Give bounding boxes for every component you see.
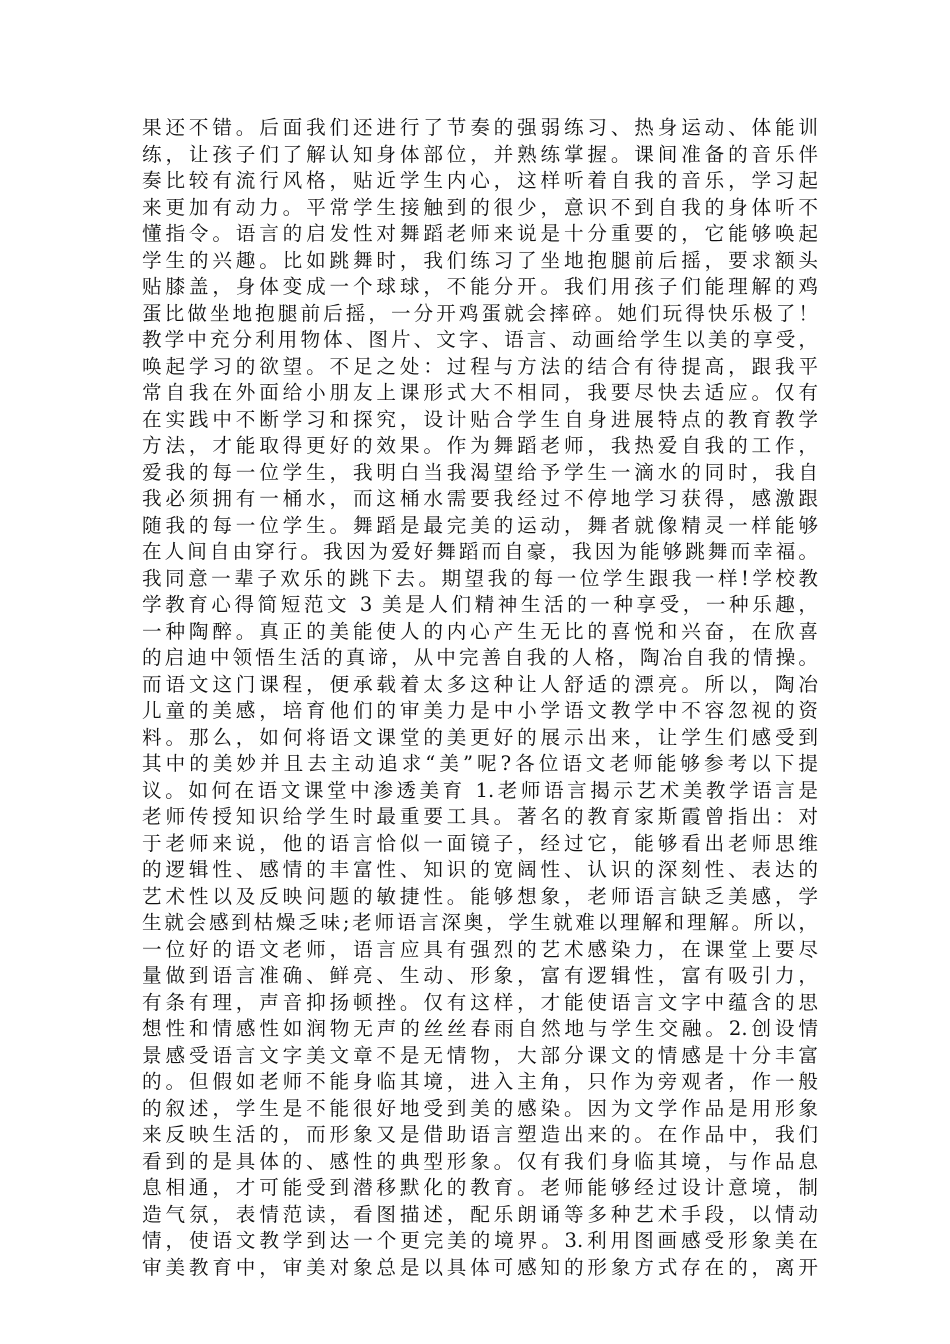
text-line: 懂指令。语言的启发性对舞蹈老师来说是十分重要的，它能够唤起 [142, 222, 818, 245]
text-line: 在实践中不断学习和探究，设计贴合学生自身进展特点的教育教学 [142, 407, 818, 431]
text-line: 练，让孩子们了解认知身体部位，并熟练掌握。课间准备的音乐伴 [142, 142, 818, 166]
text-line: 方法，才能取得更好的效果。作为舞蹈老师，我热爱自我的工作， [142, 434, 818, 457]
text-line: 果还不错。后面我们还进行了节奏的强弱练习、热身运动、体能训 [142, 116, 818, 139]
text-line: 其中的美妙并且去主动追求“美”呢?各位语文老师能够参考以下提 [142, 752, 818, 775]
text-line: 艺术性以及反映问题的敏捷性。能够想象，老师语言缺乏美感，学 [142, 884, 818, 908]
text-line: 而语文这门课程，便承载着太多这种让人舒适的漂亮。所以，陶冶 [142, 672, 818, 696]
text-line: 的启迪中领悟生活的真谛，从中完善自我的人格，陶冶自我的情操。 [142, 646, 818, 669]
text-line: 料。那么，如何将语文课堂的美更好的展示出来，让学生们感受到 [142, 725, 818, 749]
text-line: 蛋比做坐地抱腿前后摇，一分开鸡蛋就会摔碎。她们玩得快乐极了！ [142, 301, 818, 325]
text-line: 息相通，才可能受到潜移默化的教育。老师能够经过设计意境，制 [142, 1176, 818, 1199]
text-line: 我同意一辈子欢乐的跳下去。期望我的每一位学生跟我一样!学校教 [142, 566, 818, 590]
text-line: 常自我在外面给小朋友上课形式大不相同，我要尽快去适应。仅有 [142, 381, 818, 404]
text-line: 景感受语言文字美文章不是无情物，大部分课文的情感是十分丰富 [142, 1043, 818, 1067]
text-line: 来反映生活的，而形象又是借助语言塑造出来的。在作品中，我们 [142, 1123, 818, 1146]
text-line: 儿童的美感，培育他们的审美力是中小学语文教学中不容忽视的资 [142, 699, 818, 722]
text-line: 的。但假如老师不能身临其境，进入主角，只作为旁观者，作一般 [142, 1070, 818, 1093]
text-line: 奏比较有流行风格，贴近学生内心，这样听着自我的音乐，学习起 [142, 169, 818, 192]
text-line: 学教育心得简短范文 3 美是人们精神生活的一种享受，一种乐趣， [142, 593, 818, 616]
text-line: 量做到语言准确、鲜亮、生动、形象，富有逻辑性，富有吸引力， [142, 964, 818, 987]
body-text [142, 115, 818, 1281]
text-line: 贴膝盖，身体变成一个球球，不能分开。我们用孩子们能理解的鸡 [142, 275, 818, 298]
text-line: 爱我的每一位学生，我明白当我渴望给予学生一滴水的同时，我自 [142, 460, 818, 484]
text-line: 生就会感到枯燥乏味;老师语言深奥，学生就难以理解和理解。所以， [142, 911, 818, 934]
text-line: 一种陶醉。真正的美能使人的内心产生无比的喜悦和兴奋，在欣喜 [142, 619, 818, 643]
text-line: 教学中充分利用物体、图片、文字、语言、动画给学生以美的享受， [142, 328, 818, 351]
text-line: 一位好的语文老师，语言应具有强烈的艺术感染力，在课堂上要尽 [142, 937, 818, 961]
text-line: 在人间自由穿行。我因为爱好舞蹈而自豪，我因为能够跳舞而幸福。 [142, 540, 818, 563]
text-line: 我必须拥有一桶水，而这桶水需要我经过不停地学习获得，感激跟 [142, 487, 818, 510]
text-line: 随我的每一位学生。舞蹈是最完美的运动，舞者就像精灵一样能够 [142, 513, 818, 537]
text-line: 情，使语文教学到达一个更完美的境界。3.利用图画感受形象美在 [142, 1229, 818, 1252]
text-line: 想性和情感性如润物无声的丝丝春雨自然地与学生交融。2.创设情 [142, 1017, 818, 1040]
text-line: 的逻辑性、感情的丰富性、知识的宽阔性、认识的深刻性、表达的 [142, 858, 818, 881]
text-line: 看到的是具体的、感性的典型形象。仅有我们身临其境，与作品息 [142, 1149, 818, 1173]
text-line: 议。如何在语文课堂中渗透美育 1.老师语言揭示艺术美教学语言是 [142, 778, 818, 802]
text-line: 唤起学习的欲望。不足之处：过程与方法的结合有待提高，跟我平 [142, 354, 818, 378]
text-line: 老师传授知识给学生时最重要工具。著名的教育家斯霞曾指出：对 [142, 805, 818, 828]
text-line: 于老师来说，他的语言恰似一面镜子，经过它，能够看出老师思维 [142, 831, 818, 855]
text-line: 造气氛，表情范读，看图描述，配乐朗诵等多种艺术手段，以情动 [142, 1202, 818, 1226]
text-line: 的叙述，学生是不能很好地受到美的感染。因为文学作品是用形象 [142, 1096, 818, 1120]
text-line: 审美教育中，审美对象总是以具体可感知的形象方式存在的，离开 [142, 1255, 818, 1279]
text-line: 学生的兴趣。比如跳舞时，我们练习了坐地抱腿前后摇，要求额头 [142, 248, 818, 272]
text-line: 有条有理，声音抑扬顿挫。仅有这样，才能使语言文字中蕴含的思 [142, 990, 818, 1014]
text-line: 来更加有动力。平常学生接触到的很少，意识不到自我的身体听不 [142, 195, 818, 219]
